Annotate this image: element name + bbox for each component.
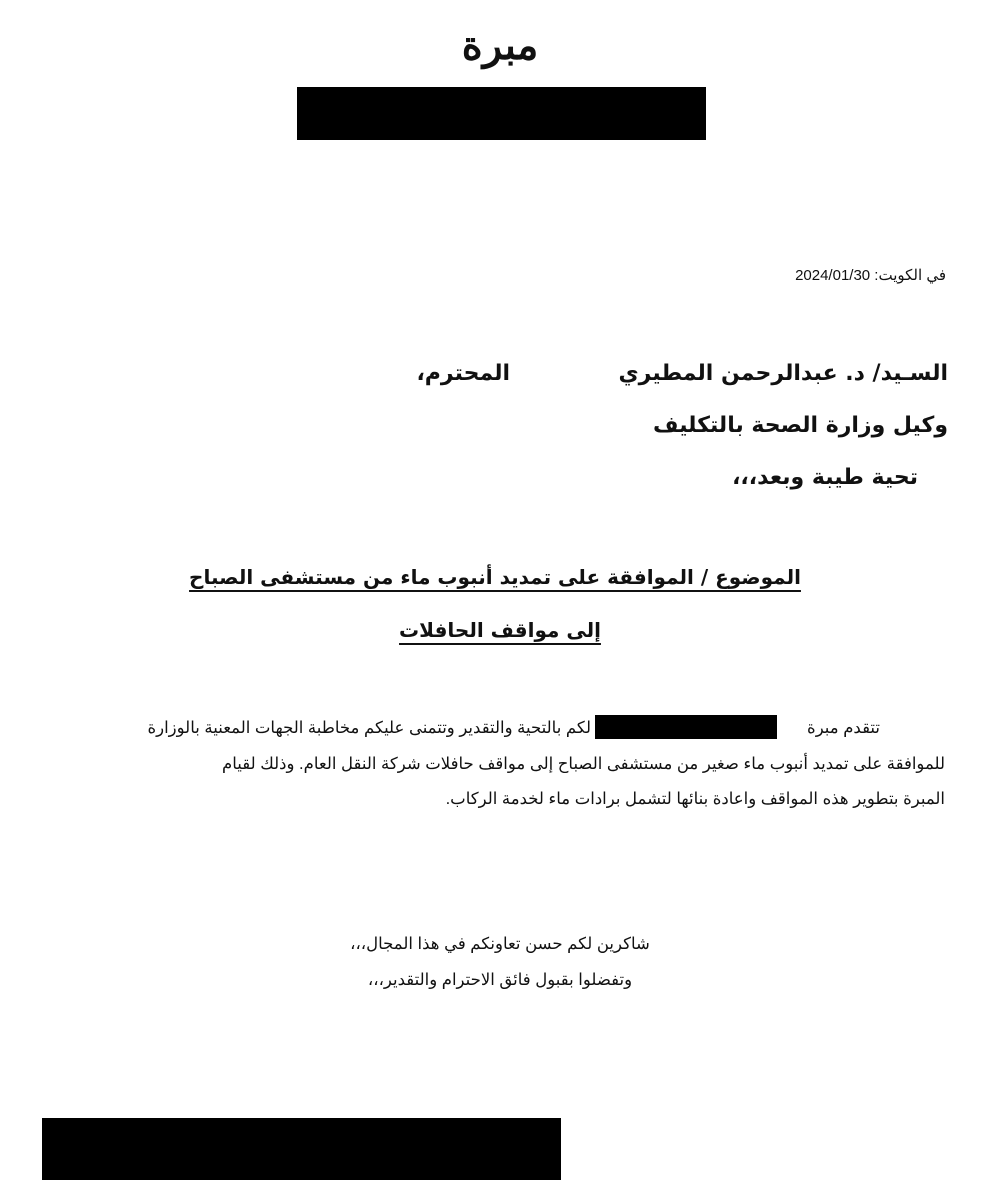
redaction-bar-signature [42, 1118, 561, 1180]
body-line-1-start: تتقدم مبرة [807, 719, 880, 737]
body-line-3: المبرة بتطوير هذه المواقف واعادة بنائها لتشمل برادات ماء لخدمة الركاب. [445, 790, 945, 808]
closing-line-2: وتفضلوا بقبول فائق الاحترام والتقدير،،، [367, 971, 633, 989]
subject-line-2: إلى مواقف الحافلات [399, 618, 601, 642]
body-line-2: للموافقة على تمديد أنبوب ماء صغير من مستشفى الصباح إلى مواقف حافلات شركة النقل العام. وذلك لقيام [222, 755, 945, 773]
recipient-name: السـيد/ د. عبدالرحمن المطيري [618, 361, 948, 386]
greeting: تحية طيبة وبعد،،، [732, 465, 918, 490]
redaction-bar-header [297, 87, 706, 140]
closing-line-1: شاكرين لكم حسن تعاونكم في هذا المجال،،، [350, 935, 650, 953]
redaction-bar-body [595, 715, 777, 739]
subject-line-1: الموضوع / الموافقة على تمديد أنبوب ماء من مستشفى الصباح [189, 565, 801, 589]
organization-title: مبرة [461, 22, 539, 69]
body-line-1-end: لكم بالتحية والتقدير وتتمنى عليكم مخاطبة الجهات المعنية بالوزارة [147, 719, 591, 737]
recipient-title: وكيل وزارة الصحة بالتكليف [653, 413, 948, 438]
date-line: في الكويت: 2024/01/30 [795, 267, 946, 284]
recipient-honorific: المحترم، [416, 361, 510, 386]
